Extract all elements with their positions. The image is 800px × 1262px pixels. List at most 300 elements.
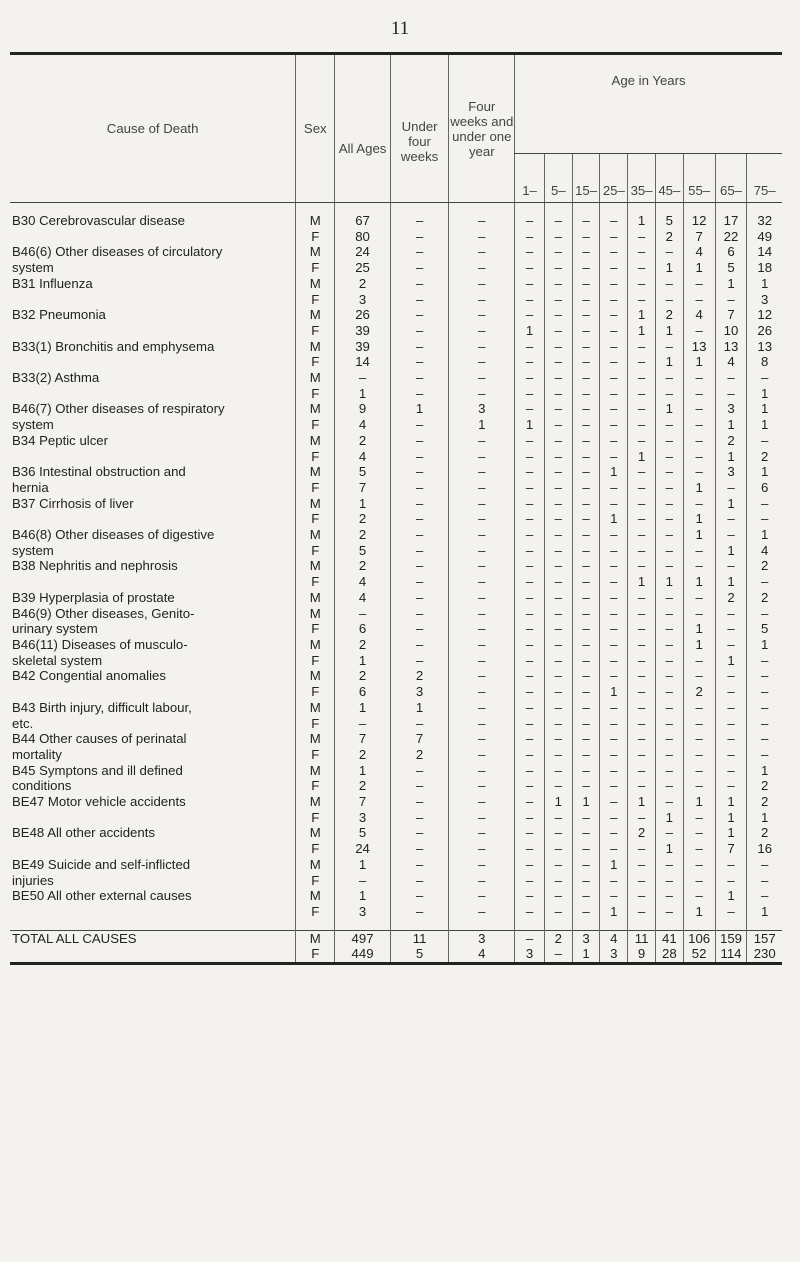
- value-cell: –: [628, 527, 656, 543]
- value-cell: –: [449, 260, 515, 276]
- value-cell: –: [449, 292, 515, 308]
- value-cell: –: [544, 621, 572, 637]
- value-cell: –: [449, 480, 515, 496]
- value-cell: –: [515, 668, 545, 684]
- value-cell: 2: [390, 668, 449, 684]
- value-cell: –: [572, 700, 600, 716]
- value-cell: –: [390, 307, 449, 323]
- value-cell: 1: [655, 574, 683, 590]
- cause-cell: B36 Intestinal obstruction and: [12, 464, 186, 480]
- value-cell: 4: [715, 354, 747, 370]
- value-cell: 2: [390, 747, 449, 763]
- value-cell: –: [747, 731, 782, 747]
- value-cell: –: [628, 904, 656, 920]
- value-cell: –: [390, 260, 449, 276]
- value-cell: 3: [335, 810, 391, 826]
- table-row: [10, 464, 782, 480]
- table-row: [10, 825, 782, 841]
- value-cell: –: [683, 464, 715, 480]
- value-cell: –: [544, 449, 572, 465]
- value-cell: 2: [655, 229, 683, 245]
- value-cell: –: [572, 653, 600, 669]
- value-cell: –: [655, 873, 683, 889]
- value-cell: –: [449, 543, 515, 559]
- value-cell: –: [628, 276, 656, 292]
- value-cell: –: [715, 606, 747, 622]
- value-cell: 2: [683, 684, 715, 700]
- value-cell: 1: [683, 621, 715, 637]
- value-cell: –: [544, 946, 572, 963]
- value-cell: –: [515, 292, 545, 308]
- table-row: [10, 653, 782, 669]
- value-cell: –: [390, 229, 449, 245]
- value-cell: 80: [335, 229, 391, 245]
- table-row: [10, 433, 782, 449]
- value-cell: –: [715, 292, 747, 308]
- value-cell: 7: [390, 731, 449, 747]
- cause-cell: etc.: [12, 715, 34, 731]
- value-cell: –: [683, 716, 715, 732]
- value-cell: –: [628, 716, 656, 732]
- value-cell: –: [544, 778, 572, 794]
- value-cell: –: [515, 496, 545, 512]
- value-cell: –: [390, 794, 449, 810]
- value-cell: –: [655, 606, 683, 622]
- table-row: [10, 873, 782, 889]
- value-cell: –: [628, 496, 656, 512]
- value-cell: –: [544, 763, 572, 779]
- value-cell: –: [449, 213, 515, 229]
- value-cell: –: [515, 606, 545, 622]
- value-cell: –: [390, 449, 449, 465]
- value-cell: –: [390, 323, 449, 339]
- value-cell: 2: [715, 433, 747, 449]
- value-cell: –: [515, 778, 545, 794]
- value-cell: –: [628, 606, 656, 622]
- cause-cell: B38 Nephritis and nephrosis: [12, 558, 178, 574]
- value-cell: –: [544, 292, 572, 308]
- value-cell: –: [544, 590, 572, 606]
- value-cell: 1: [335, 857, 391, 873]
- value-cell: –: [544, 339, 572, 355]
- value-cell: –: [544, 731, 572, 747]
- sex-cell: M: [296, 606, 335, 622]
- value-cell: –: [544, 653, 572, 669]
- value-cell: –: [390, 637, 449, 653]
- cause-cell: B32 Pneumonia: [12, 307, 106, 323]
- value-cell: –: [544, 496, 572, 512]
- value-cell: 1: [600, 904, 628, 920]
- table-row: [10, 339, 782, 355]
- value-cell: 9: [335, 401, 391, 417]
- value-cell: –: [572, 668, 600, 684]
- value-cell: –: [683, 747, 715, 763]
- cause-cell: hernia: [12, 479, 49, 495]
- value-cell: –: [572, 606, 600, 622]
- value-cell: –: [655, 464, 683, 480]
- value-cell: –: [572, 276, 600, 292]
- value-cell: –: [600, 621, 628, 637]
- value-cell: –: [515, 930, 545, 946]
- value-cell: 106: [683, 930, 715, 946]
- spacer-cell: [655, 203, 683, 214]
- value-cell: –: [655, 244, 683, 260]
- value-cell: 14: [335, 354, 391, 370]
- sex-cell: M: [296, 794, 335, 810]
- cause-cell: BE50 All other external causes: [12, 888, 192, 904]
- cause-cell: B33(2) Asthma: [12, 370, 100, 386]
- cause-cell: [10, 292, 296, 308]
- value-cell: –: [390, 778, 449, 794]
- spacer-cell: [296, 203, 335, 214]
- value-cell: –: [544, 873, 572, 889]
- value-cell: –: [683, 653, 715, 669]
- value-cell: –: [572, 307, 600, 323]
- value-cell: –: [655, 433, 683, 449]
- value-cell: –: [449, 810, 515, 826]
- value-cell: –: [655, 417, 683, 433]
- value-cell: 24: [335, 244, 391, 260]
- value-cell: 2: [335, 558, 391, 574]
- sex-cell: F: [296, 778, 335, 794]
- spacer-cell: [10, 920, 296, 931]
- value-cell: –: [335, 716, 391, 732]
- value-cell: –: [390, 213, 449, 229]
- table-row: [10, 370, 782, 386]
- value-cell: 2: [335, 778, 391, 794]
- spacer-cell: [600, 203, 628, 214]
- value-cell: –: [515, 464, 545, 480]
- value-cell: –: [390, 339, 449, 355]
- value-cell: –: [600, 386, 628, 402]
- value-cell: –: [449, 496, 515, 512]
- sex-cell: F: [296, 480, 335, 496]
- table-row: [10, 716, 782, 732]
- cause-cell: B46(8) Other diseases of digestive: [12, 527, 215, 543]
- value-cell: –: [655, 731, 683, 747]
- value-cell: –: [572, 621, 600, 637]
- value-cell: –: [715, 763, 747, 779]
- value-cell: –: [572, 480, 600, 496]
- value-cell: –: [544, 904, 572, 920]
- value-cell: –: [600, 433, 628, 449]
- table-row: [10, 401, 782, 417]
- value-cell: 1: [747, 464, 782, 480]
- value-cell: –: [600, 527, 628, 543]
- value-cell: –: [683, 386, 715, 402]
- sex-cell: M: [296, 433, 335, 449]
- sex-cell: M: [296, 825, 335, 841]
- value-cell: –: [544, 700, 572, 716]
- value-cell: 67: [335, 213, 391, 229]
- value-cell: 1: [715, 543, 747, 559]
- value-cell: –: [628, 480, 656, 496]
- value-cell: 1: [715, 496, 747, 512]
- cause-cell: system: [12, 542, 54, 558]
- value-cell: –: [683, 731, 715, 747]
- value-cell: 28: [655, 946, 683, 963]
- value-cell: 1: [747, 417, 782, 433]
- value-cell: –: [747, 433, 782, 449]
- value-cell: –: [515, 480, 545, 496]
- value-cell: –: [449, 323, 515, 339]
- table-row: [10, 417, 782, 433]
- spacer-cell: [572, 203, 600, 214]
- value-cell: –: [655, 449, 683, 465]
- value-cell: –: [628, 354, 656, 370]
- value-cell: –: [715, 873, 747, 889]
- value-cell: –: [600, 417, 628, 433]
- value-cell: –: [747, 888, 782, 904]
- cause-cell: B37 Cirrhosis of liver: [12, 495, 134, 511]
- value-cell: 25: [335, 260, 391, 276]
- cause-cell: BE47 Motor vehicle accidents: [12, 794, 186, 810]
- value-cell: 1: [683, 480, 715, 496]
- value-cell: 2: [747, 449, 782, 465]
- value-cell: –: [655, 888, 683, 904]
- value-cell: 7: [715, 841, 747, 857]
- value-cell: –: [449, 700, 515, 716]
- value-cell: 13: [683, 339, 715, 355]
- sex-cell: M: [296, 213, 335, 229]
- value-cell: –: [572, 810, 600, 826]
- value-cell: –: [515, 558, 545, 574]
- value-cell: 4: [335, 574, 391, 590]
- cause-cell: [10, 511, 296, 527]
- value-cell: –: [335, 873, 391, 889]
- value-cell: –: [628, 543, 656, 559]
- value-cell: –: [715, 370, 747, 386]
- value-cell: 18: [747, 260, 782, 276]
- value-cell: –: [544, 511, 572, 527]
- table-row: [10, 763, 782, 779]
- value-cell: –: [628, 292, 656, 308]
- cause-cell: [10, 904, 296, 920]
- value-cell: –: [515, 229, 545, 245]
- value-cell: –: [515, 794, 545, 810]
- value-cell: –: [683, 401, 715, 417]
- sex-cell: M: [296, 307, 335, 323]
- cause-cell: B33(1) Bronchitis and emphysema: [12, 338, 215, 354]
- value-cell: 1: [683, 511, 715, 527]
- value-cell: 17: [715, 213, 747, 229]
- value-cell: –: [683, 841, 715, 857]
- value-cell: –: [655, 276, 683, 292]
- header-age-group: 15–: [572, 154, 600, 203]
- value-cell: –: [600, 794, 628, 810]
- value-cell: 13: [747, 339, 782, 355]
- value-cell: –: [390, 244, 449, 260]
- table-row: [10, 946, 782, 963]
- table-row: [10, 244, 782, 260]
- value-cell: –: [683, 700, 715, 716]
- value-cell: –: [449, 574, 515, 590]
- cause-cell: [10, 354, 296, 370]
- cause-cell: B45 Symptons and ill defined: [12, 762, 183, 778]
- value-cell: 16: [747, 841, 782, 857]
- value-cell: –: [600, 637, 628, 653]
- value-cell: –: [449, 637, 515, 653]
- value-cell: –: [655, 716, 683, 732]
- value-cell: –: [628, 684, 656, 700]
- value-cell: –: [572, 888, 600, 904]
- value-cell: –: [600, 276, 628, 292]
- value-cell: 3: [515, 946, 545, 963]
- value-cell: –: [655, 904, 683, 920]
- value-cell: –: [600, 590, 628, 606]
- value-cell: –: [628, 229, 656, 245]
- value-cell: 4: [683, 307, 715, 323]
- cause-cell: system: [12, 417, 54, 433]
- sex-cell: M: [296, 464, 335, 480]
- value-cell: 52: [683, 946, 715, 963]
- value-cell: –: [390, 527, 449, 543]
- cause-cell: mortality: [12, 746, 62, 762]
- value-cell: –: [600, 841, 628, 857]
- value-cell: –: [600, 747, 628, 763]
- sex-cell: F: [296, 716, 335, 732]
- value-cell: –: [600, 825, 628, 841]
- value-cell: –: [715, 747, 747, 763]
- cause-cell: B39 Hyperplasia of prostate: [12, 589, 175, 605]
- value-cell: 1: [655, 260, 683, 276]
- value-cell: 1: [747, 527, 782, 543]
- value-cell: 5: [655, 213, 683, 229]
- value-cell: –: [683, 292, 715, 308]
- value-cell: 2: [335, 668, 391, 684]
- value-cell: –: [515, 433, 545, 449]
- value-cell: –: [515, 888, 545, 904]
- value-cell: 1: [335, 763, 391, 779]
- cause-cell: B44 Other causes of perinatal: [12, 731, 187, 747]
- value-cell: –: [655, 511, 683, 527]
- value-cell: –: [390, 496, 449, 512]
- value-cell: 1: [449, 417, 515, 433]
- cause-cell: [10, 841, 296, 857]
- value-cell: –: [515, 574, 545, 590]
- value-cell: –: [572, 763, 600, 779]
- value-cell: –: [544, 323, 572, 339]
- sex-cell: F: [296, 511, 335, 527]
- table-row: [10, 590, 782, 606]
- value-cell: 1: [683, 637, 715, 653]
- value-cell: 1: [715, 417, 747, 433]
- value-cell: –: [715, 511, 747, 527]
- cause-cell: [10, 946, 296, 963]
- value-cell: –: [628, 511, 656, 527]
- value-cell: –: [655, 621, 683, 637]
- value-cell: –: [747, 574, 782, 590]
- sex-cell: F: [296, 873, 335, 889]
- value-cell: –: [747, 653, 782, 669]
- table-row: [10, 511, 782, 527]
- value-cell: –: [544, 464, 572, 480]
- value-cell: –: [655, 370, 683, 386]
- value-cell: –: [655, 590, 683, 606]
- value-cell: –: [715, 700, 747, 716]
- value-cell: –: [390, 433, 449, 449]
- value-cell: –: [600, 888, 628, 904]
- value-cell: –: [683, 543, 715, 559]
- value-cell: –: [390, 825, 449, 841]
- value-cell: –: [515, 637, 545, 653]
- cause-cell: TOTAL ALL CAUSES: [10, 930, 296, 946]
- value-cell: –: [390, 276, 449, 292]
- value-cell: –: [600, 401, 628, 417]
- sex-cell: F: [296, 574, 335, 590]
- value-cell: –: [544, 857, 572, 873]
- value-cell: –: [515, 841, 545, 857]
- cause-cell: [10, 386, 296, 402]
- value-cell: 2: [747, 558, 782, 574]
- value-cell: 3: [390, 684, 449, 700]
- value-cell: –: [572, 778, 600, 794]
- value-cell: –: [449, 825, 515, 841]
- value-cell: –: [747, 857, 782, 873]
- value-cell: –: [655, 386, 683, 402]
- value-cell: 49: [747, 229, 782, 245]
- value-cell: –: [628, 621, 656, 637]
- value-cell: 2: [335, 511, 391, 527]
- value-cell: –: [683, 888, 715, 904]
- value-cell: –: [515, 543, 545, 559]
- value-cell: –: [683, 590, 715, 606]
- value-cell: –: [572, 731, 600, 747]
- value-cell: 1: [683, 574, 715, 590]
- value-cell: –: [515, 339, 545, 355]
- value-cell: –: [747, 700, 782, 716]
- value-cell: 1: [655, 401, 683, 417]
- value-cell: 7: [335, 794, 391, 810]
- sex-cell: F: [296, 386, 335, 402]
- value-cell: –: [572, 370, 600, 386]
- value-cell: 6: [747, 480, 782, 496]
- sex-cell: M: [296, 763, 335, 779]
- value-cell: –: [572, 511, 600, 527]
- value-cell: –: [683, 323, 715, 339]
- value-cell: –: [572, 590, 600, 606]
- value-cell: –: [390, 417, 449, 433]
- value-cell: 1: [747, 386, 782, 402]
- value-cell: 24: [335, 841, 391, 857]
- value-cell: –: [449, 527, 515, 543]
- spacer-cell: [515, 203, 545, 214]
- value-cell: 1: [655, 841, 683, 857]
- value-cell: 1: [683, 794, 715, 810]
- value-cell: –: [449, 370, 515, 386]
- value-cell: –: [600, 700, 628, 716]
- header-under-four-weeks: Under four weeks: [390, 54, 449, 203]
- value-cell: 1: [747, 276, 782, 292]
- cause-cell: [10, 449, 296, 465]
- cause-cell: B46(6) Other diseases of circulatory: [12, 244, 223, 260]
- value-cell: –: [544, 606, 572, 622]
- table-row: [10, 637, 782, 653]
- value-cell: –: [572, 323, 600, 339]
- value-cell: 1: [572, 946, 600, 963]
- value-cell: –: [515, 527, 545, 543]
- value-cell: –: [449, 558, 515, 574]
- value-cell: –: [683, 778, 715, 794]
- value-cell: –: [572, 464, 600, 480]
- value-cell: –: [390, 873, 449, 889]
- value-cell: –: [683, 496, 715, 512]
- value-cell: –: [515, 401, 545, 417]
- value-cell: 7: [683, 229, 715, 245]
- value-cell: –: [655, 292, 683, 308]
- value-cell: 1: [715, 574, 747, 590]
- cause-cell: BE48 All other accidents: [12, 825, 155, 841]
